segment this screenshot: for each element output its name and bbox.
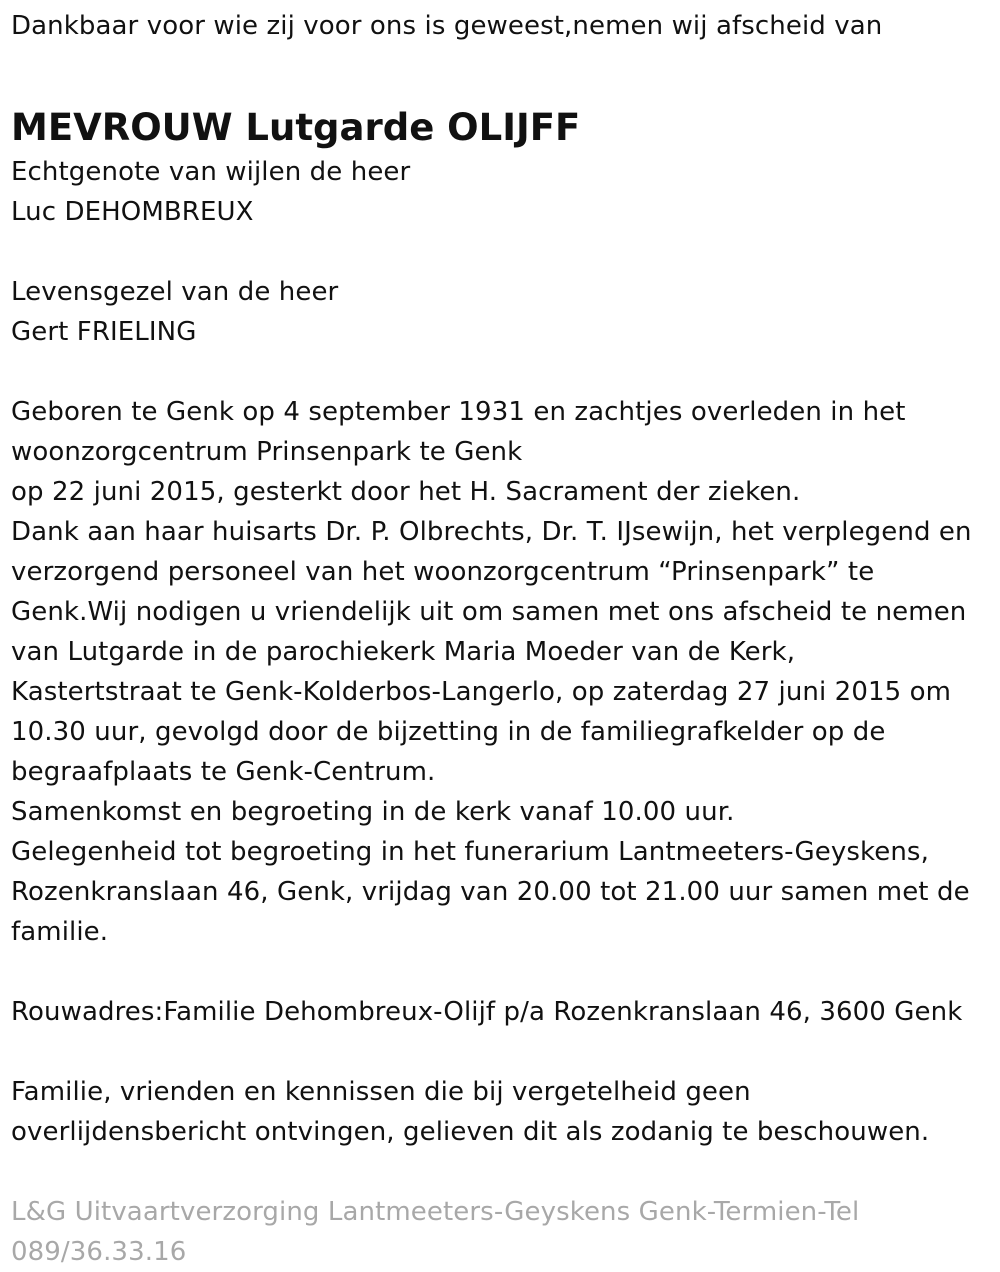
- details-line: op 22 juni 2015, gesterkt door het H. Sacrament der zieken.: [11, 477, 801, 507]
- partner-line: Levensgezel van de heer: [11, 277, 339, 307]
- partner-name: Gert FRIELING: [11, 317, 197, 347]
- notice-paragraph: [11, 1072, 996, 1152]
- spacer: [11, 232, 996, 272]
- footer-phone: 089/36.33.16: [11, 1237, 187, 1267]
- notice-line: Familie, vrienden en kennissen die bij vergetelheid geen: [11, 1077, 751, 1107]
- details-line: Dank aan haar huisarts Dr. P. Olbrechts, Dr. T. IJsewijn, het verplegend en: [11, 517, 972, 547]
- spacer: [11, 952, 996, 992]
- details-line: Gelegenheid tot begroeting in het funerarium Lantmeeters-Geyskens,: [11, 837, 929, 867]
- details-line: Geboren te Genk op 4 september 1931 en zachtjes overleden in het: [11, 397, 906, 427]
- mourning-address: Rouwadres:Familie Dehombreux-Olijf p/a Rozenkranslaan 46, 3600 Genk: [11, 997, 963, 1027]
- funeral-director-footer: [11, 1192, 996, 1272]
- details-line: woonzorgcentrum Prinsenpark te Genk: [11, 437, 523, 467]
- intro-text: Dankbaar voor wie zij voor ons is geweest,nemen wij afscheid van: [11, 11, 883, 41]
- details-line: Kastertstraat te Genk-Kolderbos-Langerlo, op zaterdag 27 juni 2015 om: [11, 677, 952, 707]
- details-paragraph: [11, 392, 996, 952]
- spouse-line: Echtgenote van wijlen de heer: [11, 157, 411, 187]
- footer-line: L&G Uitvaartverzorging Lantmeeters-Geyskens Genk-Termien-Tel: [11, 1197, 860, 1227]
- details-line: 10.30 uur, gevolgd door de bijzetting in de familiegrafkelder op de: [11, 717, 886, 747]
- deceased-name: MEVROUW Lutgarde OLIJFF: [11, 106, 581, 149]
- details-line: Samenkomst en begroeting in de kerk vanaf 10.00 uur.: [11, 797, 735, 827]
- details-line: verzorgend personeel van het woonzorgcentrum “Prinsenpark” te: [11, 557, 875, 587]
- details-line: Rozenkranslaan 46, Genk, vrijdag van 20.00 tot 21.00 uur samen met de: [11, 877, 970, 907]
- spouse-name: Luc DEHOMBREUX: [11, 197, 254, 227]
- details-line: van Lutgarde in de parochiekerk Maria Moeder van de Kerk,: [11, 637, 796, 667]
- spacer: [11, 1152, 996, 1192]
- spacer: [11, 1032, 996, 1072]
- details-line: Genk.Wij nodigen u vriendelijk uit om samen met ons afscheid te nemen: [11, 597, 967, 627]
- spacer: [11, 352, 996, 392]
- notice-line: overlijdensbericht ontvingen, gelieven dit als zodanig te beschouwen.: [11, 1117, 930, 1147]
- obituary-notice: [11, 6, 996, 1272]
- details-line: familie.: [11, 917, 109, 947]
- details-line: begraafplaats te Genk-Centrum.: [11, 757, 436, 787]
